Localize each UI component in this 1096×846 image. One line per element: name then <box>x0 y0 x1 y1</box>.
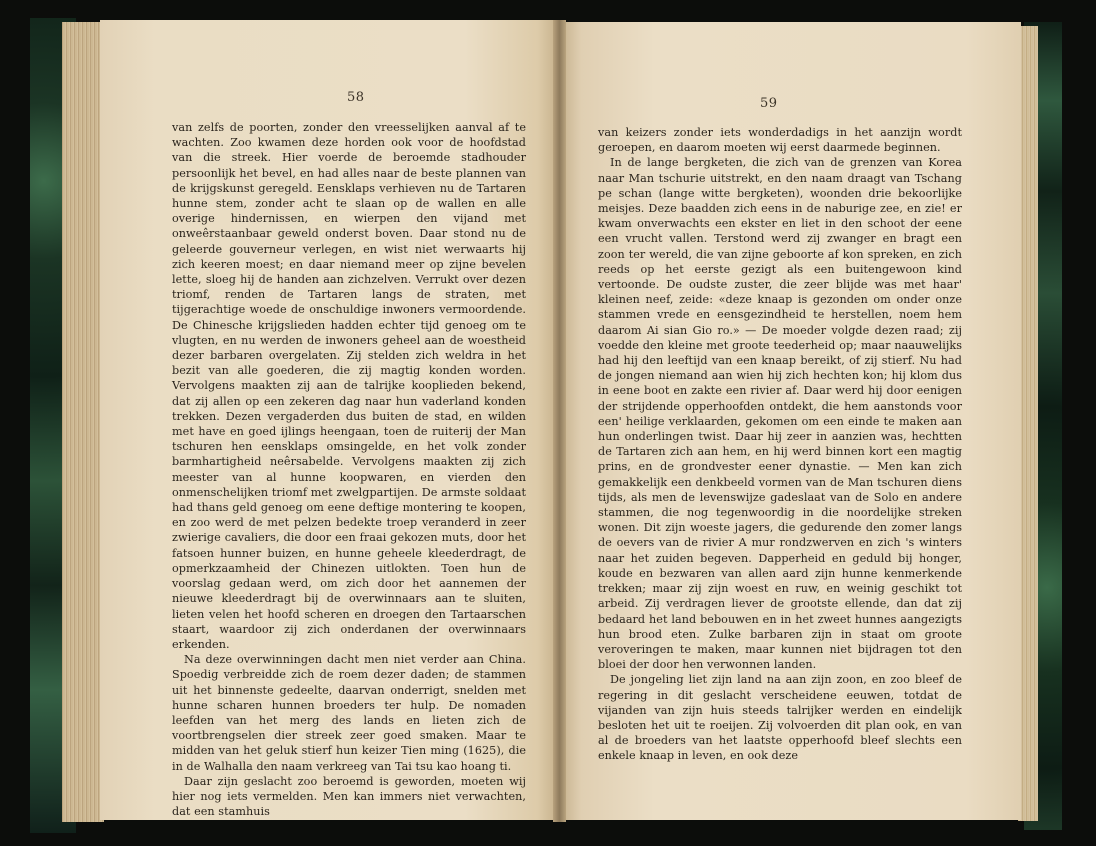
paragraph: van zelfs de poorten, zonder den vreesselijken aanval af te wachten. Zoo kwamen deze horden ook voor de hoofdstad van die streek. Hier voerde de beroemde stadhouder persoonlijk het bevel, en had alles naar de beste plannen van de krijgskunst geregeld. Eensklaps verhieven nu de Tartaren hunne stem, zonder acht te slaan op de wallen en alle overige hindernissen, en wierpen den vijand met onweêrstaanbaar geweld onderst boven. Daar stond nu de geleerde gouverneur verlegen, en wist niet werwaarts hij zich keeren moest; en daar niemand meer op zijne bevelen lette, sloeg hij de handen aan zichzelven. Verrukt over dezen triomf, renden de Tartaren langs de straten, met tijgerachtige woede de onschuldige inwoners vermoordende. De Chinesche krijgslieden hadden echter tijd genoeg om te vlugten, en nu werden de inwoners geheel aan de woestheid dezer barbaren overgelaten. Zij stelden zich weldra in het bezit van alle goederen, die zij magtig konden worden. Vervolgens maakten zij aan de talrijke kooplieden bekend, dat zij allen op een zekeren dag naar hun vaderland konden trekken. Dezen vergaderden dus buiten de stad, en wilden met have en goed ijlings heengaan, toen de ruiterij der Man tschuren hen eensklaps omsingelde, en het volk zonder barmhartigheid neêrsabelde. Vervolgens maakten zij zich meester van al hunne koopwaren, en vierden den onmenschelijken triomf met zwelgpartijen. De armste soldaat had thans geld genoeg om eene deftige montering te koopen, en zoo werd de met pelzen bedekte troep veranderd in zeer zwierige cavaliers, die door een fraai gekozen muts, door het fatsoen hunner buizen, en hunne geheele kleederdragt, de opmerkzaamheid der Chinezen uitlokten. Toen hun de voorslag gedaan werd, om zich door het aannemen der nieuwe kleederdragt bij de overwinnaars aan te sluiten, lieten velen het hoofd scheren en droegen den Tartaarschen staart, waardoor zij zich onderdanen der overwinnaars erkenden. <box>172 121 526 651</box>
page-number-right: 59 <box>760 96 778 111</box>
left-page-text <box>172 120 526 819</box>
paragraph: De jongeling liet zijn land na aan zijn zoon, en zoo bleef de regering in dit geslacht verscheidene eeuwen, totdat de vijanden van zijn huis steeds talrijker werden en eindelijk besloten het uit te roeijen. Zij volvoerden dit plan ook, en van al de broeders van het laatste opperhoofd bleef slechts een enkele knaap in leven, en ook deze <box>598 673 962 763</box>
paragraph: In de lange bergketen, die zich van de grenzen van Korea naar Man tschurie uitstrekt, en den naam draagt van Tschang pe schan (lange witte bergketen), woonden drie bekoorlijke meisjes. Deze baadden zich eens in de naburige zee, en zie! er kwam onverwachts een ekster en liet in den schoot der eene een vrucht vallen. Terstond werd zij zwanger en bragt een zoon ter wereld, die van zijne geboorte af kon spreken, en zich reeds op het eerste gezigt als een buitengewoon kind vertoonde. De oudste zuster, die zeer blijde was met haar' kleinen neef, zeide: «deze knaap is gezonden om onder onze stammen vrede en eensgezindheid te herstellen, noem hem daarom Ai sian Gio ro.» — De moeder volgde dezen raad; zij voedde den kleine met groote teederheid op; maar naauwelijks had hij den leeftijd van een knaap bereikt, of zij stierf. Nu had de jongen niemand aan wien hij zich hechten kon; hij klom dus in eene boot en zakte een rivier af. Daar werd hij door eenigen der strijdende opperhoofden ontdekt, die hem aanstonds voor een' heilige verklaarden, gekomen om een einde te maken aan hun onderlingen twist. Daar hij zeer in aanzien was, hechtten de Tartaren zich aan hem, en hij werd binnen kort een magtig prins, en de grondvester eener dynastie. — Men kan zich gemakkelijk een denkbeeld vormen van de Man tschuren diens tijds, als men de levenswijze gadeslaat van de Solo en andere stammen, die nog tegenwoordig in die noordelijke streken wonen. Dit zijn woeste jagers, die gedurende den zomer langs de oevers van de rivier A mur rondzwerven en zich 's winters naar het zuiden begeven. Dapperheid en geduld bij honger, koude en bezwaren van allen aard zijn hunne kenmerkende trekken; maar zij zijn woest en ruw, en weinig geschikt tot arbeid. Zij verdragen liever de grootste ellende, dan dat zij bedaard het land bebouwen en in het zweet hunnes aangezigts hun brood eten. Zulke barbaren zijn in staat om groote veroveringen te maken, maar kunnen niet bijdragen tot den bloei der door hen verwonnen landen. <box>598 156 962 672</box>
page-number-left: 58 <box>347 90 365 105</box>
page-edges-left <box>62 22 104 822</box>
paragraph: Daar zijn geslacht zoo beroemd is geworden, moeten wij hier nog iets vermelden. Men kan immers niet verwachten, dat een stamhuis <box>172 774 526 819</box>
paragraph: van keizers zonder iets wonderdadigs in het aanzijn wordt geroepen, en daarom moeten wij eerst daarmede beginnen. <box>598 126 962 155</box>
paragraph: Na deze overwinningen dacht men niet verder aan China. Spoedig verbreidde zich de roem dezer daden; de stammen uit het binnenste gedeelte, daarvan onderrigt, snelden met hunne scharen hunnen broeders ter hulp. De nomaden leefden van het merg des lands en lieten zich de voortbrengselen dier streek zeer goed smaken. Maar te midden van het geluk stierf hun keizer Tien ming (1625), die in de Walhalla den naam verkreeg van Tai tsu kao hoang ti. <box>172 653 526 773</box>
page-edges-right <box>1018 26 1038 821</box>
right-page-text <box>598 125 962 764</box>
book-gutter <box>553 20 566 822</box>
